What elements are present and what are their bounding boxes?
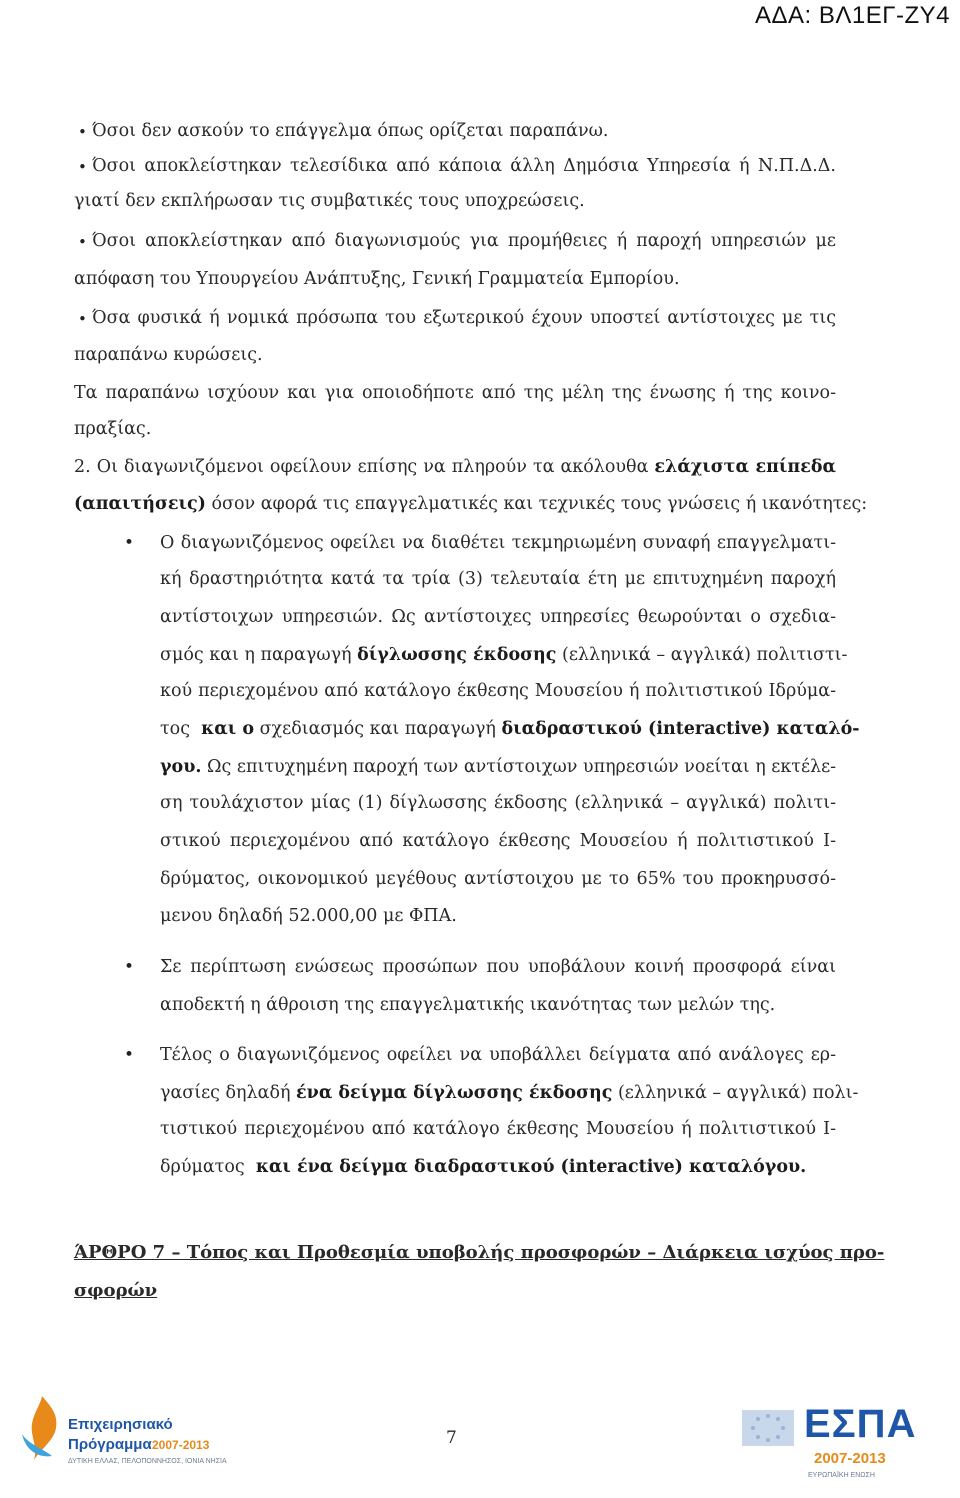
text-line <box>160 718 860 740</box>
text-segment: (ελληνικά – αγγλικά) πολι- <box>617 1083 859 1103</box>
text-line: Όσοι δεν ασκούν το επάγγελμα όπως ορίζεται παραπάνω. <box>92 121 609 141</box>
bold-text: και ένα δείγμα διαδραστικού (interactive) καταλόγου. <box>255 1157 807 1177</box>
bullet-icon: • <box>124 957 135 977</box>
programme-emblem-icon <box>12 1394 72 1464</box>
text-line: απόφαση του Υπουργείου Ανάπτυξης, Γενική Γραμματεία Εμπορίου. <box>74 269 680 289</box>
espa-title: ΕΣΠΑ <box>804 1402 917 1446</box>
text-line: Όσοι αποκλείστηκαν τελεσίδικα από κάποια άλλη Δημόσια Υπηρεσία ή Ν.Π.Δ.Δ. <box>92 156 836 176</box>
bullet-icon: • <box>78 123 87 141</box>
bullet-icon: • <box>78 310 87 328</box>
page-number: 7 <box>446 1428 457 1448</box>
bold-text: ένα δείγμα δίγλωσσης έκδοσης <box>296 1083 613 1103</box>
text-line: αποδεκτή η άθροιση της επαγγελματικής ικανότητας των μελών της. <box>160 995 776 1015</box>
bullet-icon: • <box>78 158 87 176</box>
text-line: Τέλος ο διαγωνιζόμενος οφείλει να υποβάλλει δείγματα από ανάλογες ερ- <box>160 1045 836 1065</box>
text-line: τιστικού περιεχομένου από κατάλογο έκθεσης Μουσείου ή πολιτιστικού Ι- <box>160 1119 836 1139</box>
text-line: μενου δηλαδή 52.000,00 με ΦΠΑ. <box>160 906 457 926</box>
espa-logo <box>734 1376 956 1492</box>
text-line <box>74 456 836 478</box>
text-line: Όσα φυσικά ή νομικά πρόσωπα του εξωτερικού έχουν υποστεί αντίστοιχες με τις <box>92 308 836 328</box>
bold-text: διαδραστικού (interactive) καταλό- <box>501 719 860 739</box>
logo-years: 2007-2013 <box>152 1438 210 1452</box>
text-segment: (ελληνικά – αγγλικά) πολιτιστι- <box>562 645 848 665</box>
text-line: Όσοι αποκλείστηκαν από διαγωνισμούς για προμήθειες ή παροχή υπηρεσιών με <box>92 231 836 251</box>
text-segment: δρύματος <box>160 1157 245 1177</box>
text-line <box>160 756 836 778</box>
article-heading: ΆΡΘΡΟ 7 – Τόπος και Προθεσμία υποβολής προσφορών – Διάρκεια ισχύος προ- <box>74 1242 885 1263</box>
bold-text: και ο <box>201 719 254 739</box>
espa-years: 2007-2013 <box>814 1450 886 1467</box>
logo-text: Πρόγραμμα <box>68 1436 152 1453</box>
text-line: ση τουλάχιστον μίας (1) δίγλωσσης έκδοσης (ελληνικά – αγγλικά) πολιτι- <box>160 793 836 813</box>
bullet-icon: • <box>78 233 87 251</box>
text-line: παραπάνω κυρώσεις. <box>74 345 263 365</box>
text-segment: τος <box>160 719 191 739</box>
bullet-icon: • <box>124 533 135 553</box>
text-segment: 2. Οι διαγωνιζόμενοι οφείλουν επίσης να πληρούν τα ακόλουθα <box>74 457 649 477</box>
bold-text: δίγλωσσης έκδοσης <box>357 645 557 665</box>
bold-text: γου. <box>160 757 202 777</box>
text-segment: Ως επιτυχημένη παροχή των αντίστοιχων υπηρεσιών νοείται η εκτέλε- <box>207 757 837 777</box>
article-heading-continued: σφορών <box>74 1280 158 1301</box>
text-line: πραξίας. <box>74 419 152 439</box>
text-line: Ο διαγωνιζόμενος οφείλει να διαθέτει τεκμηριωμένη συναφή επαγγελματι- <box>160 533 836 553</box>
text-line: στικού περιεχομένου από κατάλογο έκθεσης Μουσείου ή πολιτιστικού Ι- <box>160 831 836 851</box>
text-line <box>160 1156 836 1178</box>
bold-text: ελάχιστα επίπεδα <box>654 457 836 477</box>
text-line: δρύματος, οικονομικού μεγέθους αντίστοιχου με το 65% του προκηρυσσό- <box>160 869 836 889</box>
operational-programme-logo <box>6 1376 227 1492</box>
text-segment: σμός και η παραγωγή <box>160 645 352 665</box>
text-line: αντίστοιχων υπηρεσιών. Ως αντίστοιχες υπηρεσίες θεωρούνται ο σχεδια- <box>160 607 836 627</box>
eu-flag-icon <box>740 1402 800 1462</box>
text-line <box>160 644 848 666</box>
text-line <box>160 1082 859 1104</box>
text-line: κού περιεχομένου από κατάλογο έκθεσης Μουσείου ή πολιτιστικού Ιδρύμα- <box>160 681 836 701</box>
bullet-icon: • <box>124 1045 135 1065</box>
text-line: γιατί δεν εκπλήρωσαν τις συμβατικές τους υποχρεώσεις. <box>74 191 585 211</box>
text-segment: γασίες δηλαδή <box>160 1083 291 1103</box>
text-line: Σε περίπτωση ενώσεως προσώπων που υποβάλουν κοινή προσφορά είναι <box>160 957 836 977</box>
text-segment: όσον αφορά τις επαγγελματικές και τεχνικές τους γνώσεις ή ικανότητες: <box>211 494 868 514</box>
logo-text: Επιχειρησιακό <box>68 1416 173 1433</box>
ada-code: ΑΔΑ: ΒΛ1ΕΓ-ΖΥ4 <box>754 2 950 29</box>
text-line: Τα παραπάνω ισχύουν και για οποιοδήποτε από της μέλη της ένωσης ή της κοινο- <box>74 383 836 403</box>
text-segment: σχεδιασμός και παραγωγή <box>259 719 496 739</box>
text-line: κή δραστηριότητα κατά τα τρία (3) τελευταία έτη με επιτυχημένη παροχή <box>160 569 836 589</box>
logo-caption: ΕΥΡΩΠΑΪΚΗ ΕΝΩΣΗ <box>808 1472 875 1479</box>
text-line <box>74 493 868 515</box>
logo-caption: ΔΥΤΙΚΗ ΕΛΛΑΣ, ΠΕΛΟΠΟΝΝΗΣΟΣ, ΙΟΝΙΑ ΝΗΣΙΑ <box>68 1458 227 1465</box>
bold-text: (απαιτήσεις) <box>74 494 206 514</box>
